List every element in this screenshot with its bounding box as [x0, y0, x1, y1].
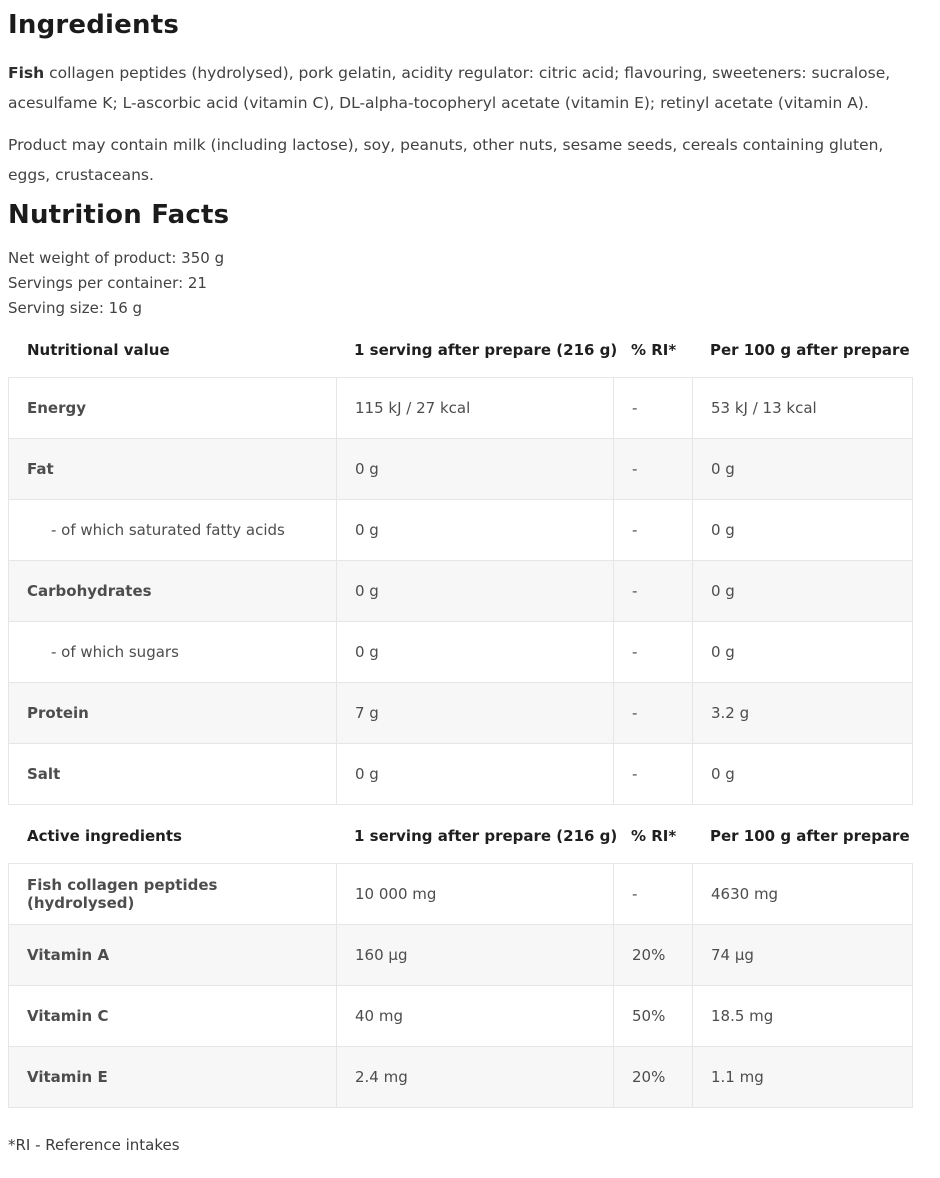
- row-label: Energy: [9, 378, 337, 439]
- serving-value: 10 000 mg: [337, 864, 614, 925]
- row-label: Protein: [9, 683, 337, 744]
- table-row-vitamin-a: [9, 925, 913, 986]
- ri-value: 20%: [614, 925, 693, 986]
- row-label: Vitamin C: [9, 986, 337, 1047]
- per100-value: 3.2 g: [693, 683, 913, 744]
- row-label: - of which saturated fatty acids: [9, 500, 337, 561]
- per100-value: 4630 mg: [693, 864, 913, 925]
- ri-value: -: [614, 439, 693, 500]
- serving-value: 0 g: [337, 744, 614, 805]
- table-row-fat: [9, 439, 913, 500]
- column-header-serving: 1 serving after prepare (216 g): [354, 827, 618, 845]
- ri-value: -: [614, 622, 693, 683]
- row-label: Fat: [9, 439, 337, 500]
- ingredients-paragraph: [8, 58, 912, 118]
- column-header-ri: % RI*: [631, 341, 677, 359]
- allergen-paragraph: Product may contain milk (including lactose), soy, peanuts, other nuts, sesame seeds, cereals containing gluten, eggs, crustaceans.: [8, 136, 884, 184]
- serving-value: 0 g: [337, 500, 614, 561]
- ingredients-heading: Ingredients: [8, 10, 180, 40]
- ri-value: 50%: [614, 986, 693, 1047]
- servings-per-container-line: Servings per container: 21: [8, 274, 207, 292]
- table-row-vitamin-e: [9, 1047, 913, 1108]
- serving-value: 0 g: [337, 439, 614, 500]
- ri-value: -: [614, 744, 693, 805]
- table-row-salt: [9, 744, 913, 805]
- serving-value: 2.4 mg: [337, 1047, 614, 1108]
- ingredients-text: collagen peptides (hydrolysed), pork gelatin, acidity regulator: citric acid; flavouring, sweeteners: sucralose, acesulfame K; L-ascorbic acid (vitamin C), DL-alpha-tocopheryl acetate (vitamin E); retinyl acetate (vitamin A).: [8, 64, 891, 112]
- table-row-energy: [9, 378, 913, 439]
- ingredients-lead-bold: Fish: [8, 64, 45, 82]
- column-header-serving: 1 serving after prepare (216 g): [354, 341, 618, 359]
- ri-value: -: [614, 864, 693, 925]
- row-label: Vitamin E: [9, 1047, 337, 1108]
- table-row-saturated-fat: [9, 500, 913, 561]
- column-header-per100: Per 100 g after prepare: [710, 341, 910, 359]
- table-row-sugars: [9, 622, 913, 683]
- ri-value: 20%: [614, 1047, 693, 1108]
- row-label: Carbohydrates: [9, 561, 337, 622]
- per100-value: 0 g: [693, 439, 913, 500]
- serving-value: 160 µg: [337, 925, 614, 986]
- net-weight-line: Net weight of product: 350 g: [8, 249, 225, 267]
- nutrition-facts-heading: Nutrition Facts: [8, 200, 230, 230]
- per100-value: 0 g: [693, 744, 913, 805]
- column-header-per100: Per 100 g after prepare: [710, 827, 910, 845]
- row-label: Vitamin A: [9, 925, 337, 986]
- per100-value: 0 g: [693, 622, 913, 683]
- table-row-protein: [9, 683, 913, 744]
- nutrition-facts-table: [8, 377, 913, 805]
- per100-value: 0 g: [693, 561, 913, 622]
- serving-value: 40 mg: [337, 986, 614, 1047]
- per100-value: 74 µg: [693, 925, 913, 986]
- column-header-active-ingredients: Active ingredients: [27, 827, 182, 845]
- column-header-ri: % RI*: [631, 827, 677, 845]
- serving-value: 0 g: [337, 622, 614, 683]
- per100-value: 0 g: [693, 500, 913, 561]
- nutrition-table-header-row: [8, 335, 912, 365]
- serving-info-block: [8, 246, 912, 321]
- row-label: - of which sugars: [9, 622, 337, 683]
- ri-value: -: [614, 378, 693, 439]
- ri-value: -: [614, 500, 693, 561]
- table-row-collagen: [9, 864, 913, 925]
- row-label: Fish collagen peptides (hydrolysed): [9, 864, 337, 925]
- serving-size-line: Serving size: 16 g: [8, 299, 143, 317]
- active-ingredients-table: [8, 863, 913, 1108]
- serving-value: 7 g: [337, 683, 614, 744]
- serving-value: 115 kJ / 27 kcal: [337, 378, 614, 439]
- serving-value: 0 g: [337, 561, 614, 622]
- table-row-vitamin-c: [9, 986, 913, 1047]
- ri-value: -: [614, 683, 693, 744]
- active-ingredients-header-row: [8, 821, 912, 851]
- per100-value: 53 kJ / 13 kcal: [693, 378, 913, 439]
- column-header-nutritional-value: Nutritional value: [27, 341, 170, 359]
- reference-intakes-footnote: *RI - Reference intakes: [8, 1136, 180, 1154]
- per100-value: 18.5 mg: [693, 986, 913, 1047]
- ri-value: -: [614, 561, 693, 622]
- row-label: Salt: [9, 744, 337, 805]
- per100-value: 1.1 mg: [693, 1047, 913, 1108]
- table-row-carbohydrates: [9, 561, 913, 622]
